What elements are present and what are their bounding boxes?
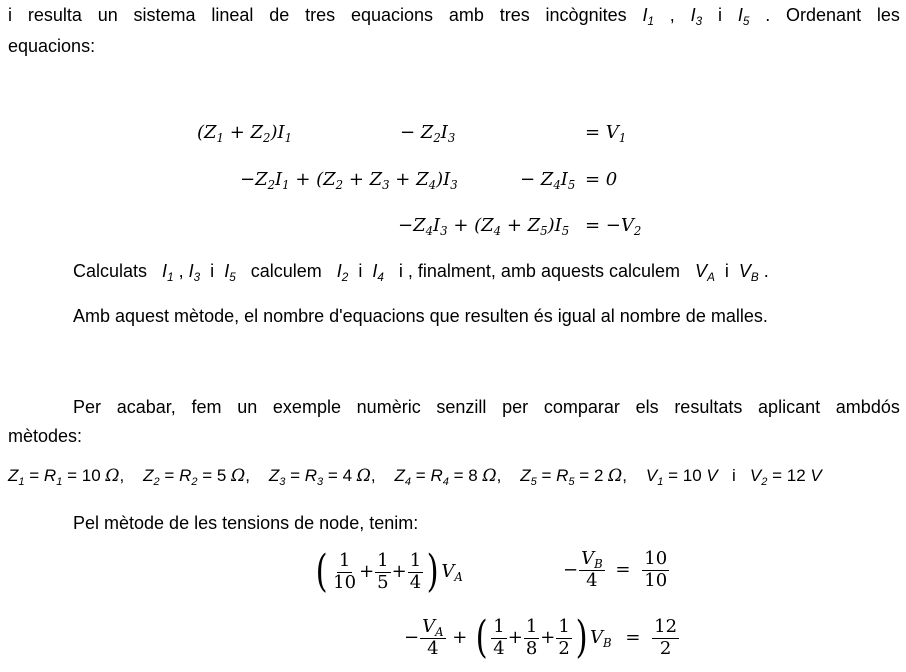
value-v1: $V_1 = 10$ V bbox=[645, 466, 718, 488]
value-z5: $Z_5 = R_5 = 2$ Ω, bbox=[520, 466, 627, 488]
system1-row2-lhs: $-Z_2I_1 + (Z_2 + Z_3 + Z_4)I_3$ bbox=[240, 169, 458, 193]
word: tres bbox=[305, 5, 336, 25]
paragraph-per-acabar-line1: Per acabar, fem un exemple numèric senzill per comparar els resultats aplicant ambdós bbox=[73, 397, 900, 417]
component-values-line: $Z_1 = R_1 = 10$ Ω, $Z_2 = R_2 = 5$ Ω, $Z_3 = R_3 = 4$ Ω, $Z_4 = R_4 = 8$ Ω, $Z_5 = R_5 = 2$ Ω, $V_1 = 10$ V i $V_2 = 12$ V bbox=[8, 466, 822, 488]
word: un bbox=[97, 5, 118, 25]
variable-i3: $I_3$ bbox=[690, 5, 703, 29]
comma: , bbox=[669, 5, 675, 25]
system2-row2-lhs: − $\frac{V_A}{4}$ + ( $\frac{1}{4}$ + $\frac{1}{8}$ + $\frac{1}{2}$ ) $V_B$ = $\frac{12}{2}$ bbox=[404, 612, 678, 663]
variable-i3: $I_3$ bbox=[188, 261, 201, 285]
system1-row1-rhs: = $V_1$ bbox=[585, 122, 627, 146]
value-z3: $Z_3 = R_3 = 4$ Ω, bbox=[268, 466, 376, 488]
value-z4: $Z_4 = R_4 = 8$ Ω, bbox=[394, 466, 502, 488]
system1-row1-term1: $(Z_1 + Z_2)I_1$ bbox=[197, 122, 293, 146]
variable-i2: $I_2$ bbox=[336, 261, 349, 285]
variable-vb: $V_B$ bbox=[738, 261, 759, 285]
word: Ordenant bbox=[786, 5, 862, 25]
word: tres bbox=[499, 5, 530, 25]
word: incògnites bbox=[545, 5, 627, 25]
variable-va: $V_A$ bbox=[695, 261, 715, 285]
word: sistema bbox=[133, 5, 196, 25]
conjunction: i bbox=[718, 5, 722, 25]
variable-i1: $I_1$ bbox=[162, 261, 174, 285]
word: equacions bbox=[350, 5, 434, 25]
system1-row3-rhs: = $-V_2$ bbox=[585, 215, 642, 239]
system2-row1-lhs: ( $\frac{1}{10}$ + $\frac{1}{5}$ + $\frac{1}{4}$ ) $V_A$ bbox=[315, 546, 463, 597]
system1-row3-lhs: $-Z_4I_3 + (Z_4 + Z_5)I_5$ bbox=[398, 215, 570, 239]
word: i bbox=[8, 5, 12, 25]
system1-row1-term2: − $Z_2I_3$ bbox=[400, 122, 456, 146]
word: lineal bbox=[211, 5, 254, 25]
value-v2: $V_2 = 12$ V bbox=[749, 466, 822, 488]
paragraph-amb-aquest: Amb aquest mètode, el nombre d'equacions que resulten és igual al nombre de malles. bbox=[73, 306, 768, 326]
word: de bbox=[269, 5, 290, 25]
paragraph-intro-line2: equacions: bbox=[8, 36, 96, 56]
word: resulta bbox=[27, 5, 82, 25]
word: . bbox=[765, 5, 771, 25]
system1-row2-term3: − $Z_4I_5$ bbox=[520, 169, 576, 193]
paragraph-intro-line1 bbox=[8, 5, 900, 29]
variable-i5: $I_5$ bbox=[737, 5, 750, 29]
word: amb bbox=[448, 5, 484, 25]
word: les bbox=[876, 5, 900, 25]
variable-i5: $I_5$ bbox=[224, 261, 236, 285]
system1-row2-rhs: = 0 bbox=[585, 169, 618, 190]
variable-i1: $I_1$ bbox=[642, 5, 654, 29]
value-z1: $Z_1 = R_1 = 10$ Ω, bbox=[8, 466, 125, 488]
paragraph-tensions-node: Pel mètode de les tensions de node, tenim: bbox=[73, 513, 419, 533]
value-z2: $Z_2 = R_2 = 5$ Ω, bbox=[143, 466, 250, 488]
paragraph-per-acabar-line2: mètodes: bbox=[8, 426, 83, 446]
paragraph-calculats: Calculats $I_1$ , $I_3$ i $I_5$ calculem $I_2$ i $I_4$ i , finalment, amb aquests calculem $V_A$ i $V_B$ . bbox=[73, 261, 769, 285]
system2-row1-term2: − $\frac{V_B}{4}$ = $\frac{10}{10}$ bbox=[563, 548, 668, 591]
variable-i4: $I_4$ bbox=[372, 261, 384, 285]
